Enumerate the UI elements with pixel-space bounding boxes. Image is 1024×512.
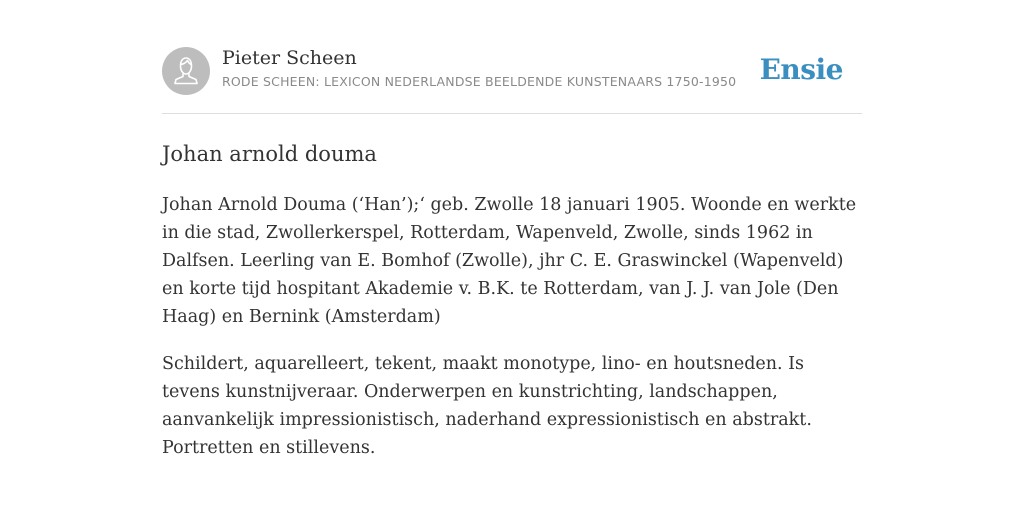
author-name[interactable]: Pieter Scheen xyxy=(222,47,357,69)
article-title: Johan arnold douma xyxy=(162,142,377,166)
ensie-logo[interactable]: Ensie xyxy=(759,53,843,86)
article-header xyxy=(162,40,862,114)
article-card xyxy=(162,40,862,462)
user-icon xyxy=(162,47,210,95)
author-block xyxy=(222,45,736,89)
article-paragraph-1: Johan Arnold Douma (‘Han’);‘ geb. Zwolle 18 januari 1905. Woonde en werkte in die stad, Zwollerkerspel, Rotterdam, Wapenveld, Zwolle, sinds 1962 in Dalfsen. Leerling van E. Bomhof (Zwolle), jhr C. E. Graswinckel (Wapenveld) en korte tijd hospitant Akademie v. B.K. te Rotterdam, van J. J. van Jole (Den Haag) en Bernink (Amsterdam) xyxy=(162,195,857,327)
avatar[interactable] xyxy=(162,47,210,95)
article-paragraph-2: Schildert, aquarelleert, tekent, maakt monotype, lino- en houtsneden. Is tevens kunstnijveraar. Onderwerpen en kunstrichting, landschappen, aanvankelijk impressionistisch, naderhand expressionistisch en abstrakt. Portretten en stillevens. xyxy=(162,354,812,458)
source-title[interactable]: RODE SCHEEN: LEXICON NEDERLANDSE BEELDENDE KUNSTENAARS 1750-1950 xyxy=(222,74,737,89)
